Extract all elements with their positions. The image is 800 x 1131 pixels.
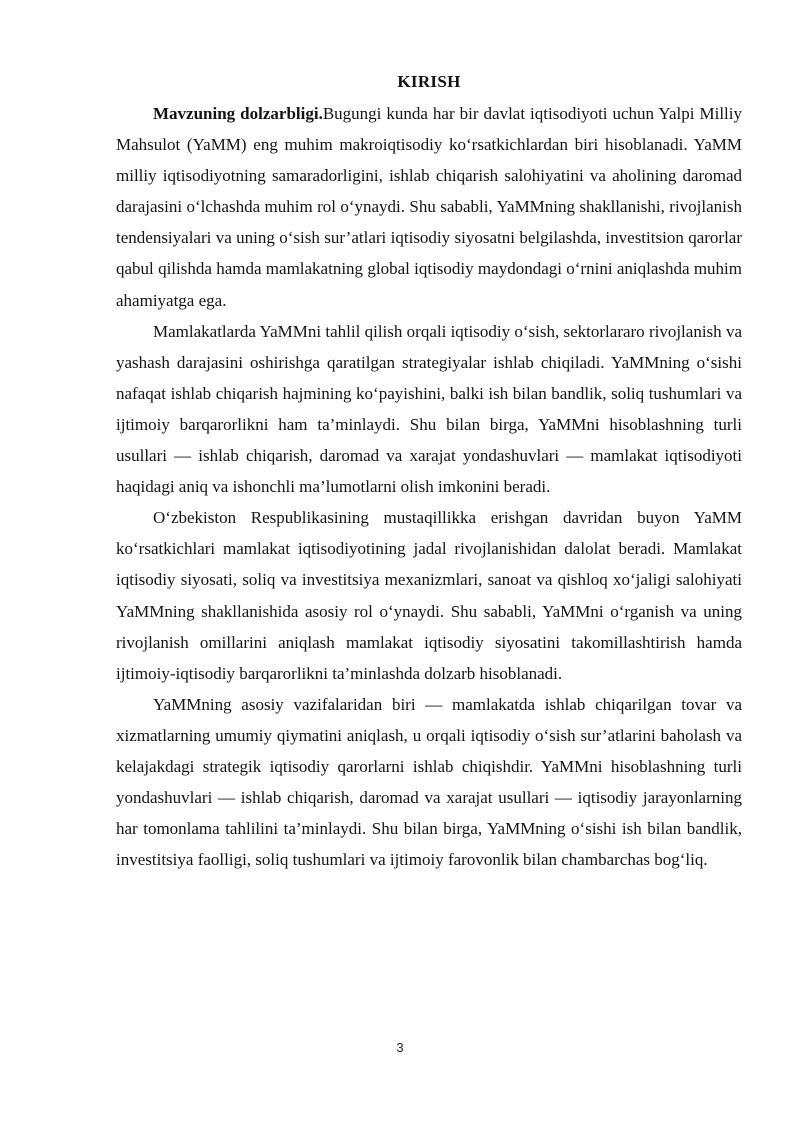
paragraph-text: YaMMning asosiy vazifalaridan biri — mamlakatda ishlab chiqarilgan tovar va xizmatlarning umumiy qiymatini aniqlash, u orqali iqtisodiy o‘sish sur’atlarini baholash va kelajakdagi strategik iqtisodiy qarorlarni ishlab chiqishdir. YaMMni hisoblashning turli yondashuvlari — ishlab chiqarish, daromad va xarajat usullari — iqtisodiy jarayonlarning har tomonlama tahlilini ta’minlaydi. Shu bilan birga, YaMMning o‘sishi ish bilan bandlik, investitsiya faolligi, soliq tushumlari va ijtimoiy farovonlik bilan chambarchas bog‘liq. <box>116 694 742 870</box>
paragraph-lead: Mavzuning dolzarbligi. <box>153 104 323 123</box>
paragraph-text: Mamlakatlarda YaMMni tahlil qilish orqali iqtisodiy o‘sish, sektorlararo rivojlanish va yashash darajasini oshirishga qaratilgan strategiyalar ishlab chiqiladi. YaMMning o‘sishi nafaqat ishlab chiqarish hajmining ko‘payishini, balki ish bilan bandlik, soliq tushumlari va ijtimoiy barqarorlikni ham ta’minlaydi. Shu bilan birga, YaMMni hisoblashning turli usullari — ishlab chiqarish, daromad va xarajat yondashuvlari — mamlakat iqtisodiyoti haqidagi aniq va ishonchli ma’lumotlarni olish imkonini beradi. <box>116 321 742 497</box>
section-title: KIRISH <box>397 72 461 91</box>
paragraph-2 <box>116 316 742 503</box>
document-page <box>116 72 742 875</box>
paragraph-3 <box>116 502 742 689</box>
paragraph-4 <box>116 689 742 876</box>
paragraph-text: Bugungi kunda har bir davlat iqtisodiyoti uchun Yalpi Milliy Mahsulot (YaMM) eng muhim makroiqtisodiy ko‘rsatkichlardan biri hisoblanadi. YaMM milliy iqtisodiyotning samaradorligini, ishlab chiqarish salohiyatini va aholining daromad darajasini o‘lchashda muhim rol o‘ynaydi. Shu sababli, YaMMning shakllanishi, rivojlanish tendensiyalari va uning o‘sish sur’atlari iqtisodiy siyosatni belgilashda, investitsion qarorlar qabul qilishda hamda mamlakatning global iqtisodiy maydondagi o‘rnini aniqlashda muhim ahamiyatga ega. <box>116 104 742 310</box>
paragraph-1 <box>116 98 742 316</box>
paragraph-text: O‘zbekiston Respublikasining mustaqillikka erishgan davridan buyon YaMM ko‘rsatkichlari mamlakat iqtisodiyotining jadal rivojlanishidan dalolat beradi. Mamlakat iqtisodiy siyosati, soliq va investitsiya mexanizmlari, sanoat va qishloq xo‘jaligi salohiyati YaMMning shakllanishida asosiy rol o‘ynaydi. Shu sababli, YaMMni o‘rganish va uning rivojlanish omillarini aniqlash mamlakat iqtisodiy siyosatini takomillashtirish hamda ijtimoiy-iqtisodiy barqarorlikni ta’minlashda dolzarb hisoblanadi. <box>116 508 742 683</box>
page-number: 3 <box>396 1040 404 1055</box>
